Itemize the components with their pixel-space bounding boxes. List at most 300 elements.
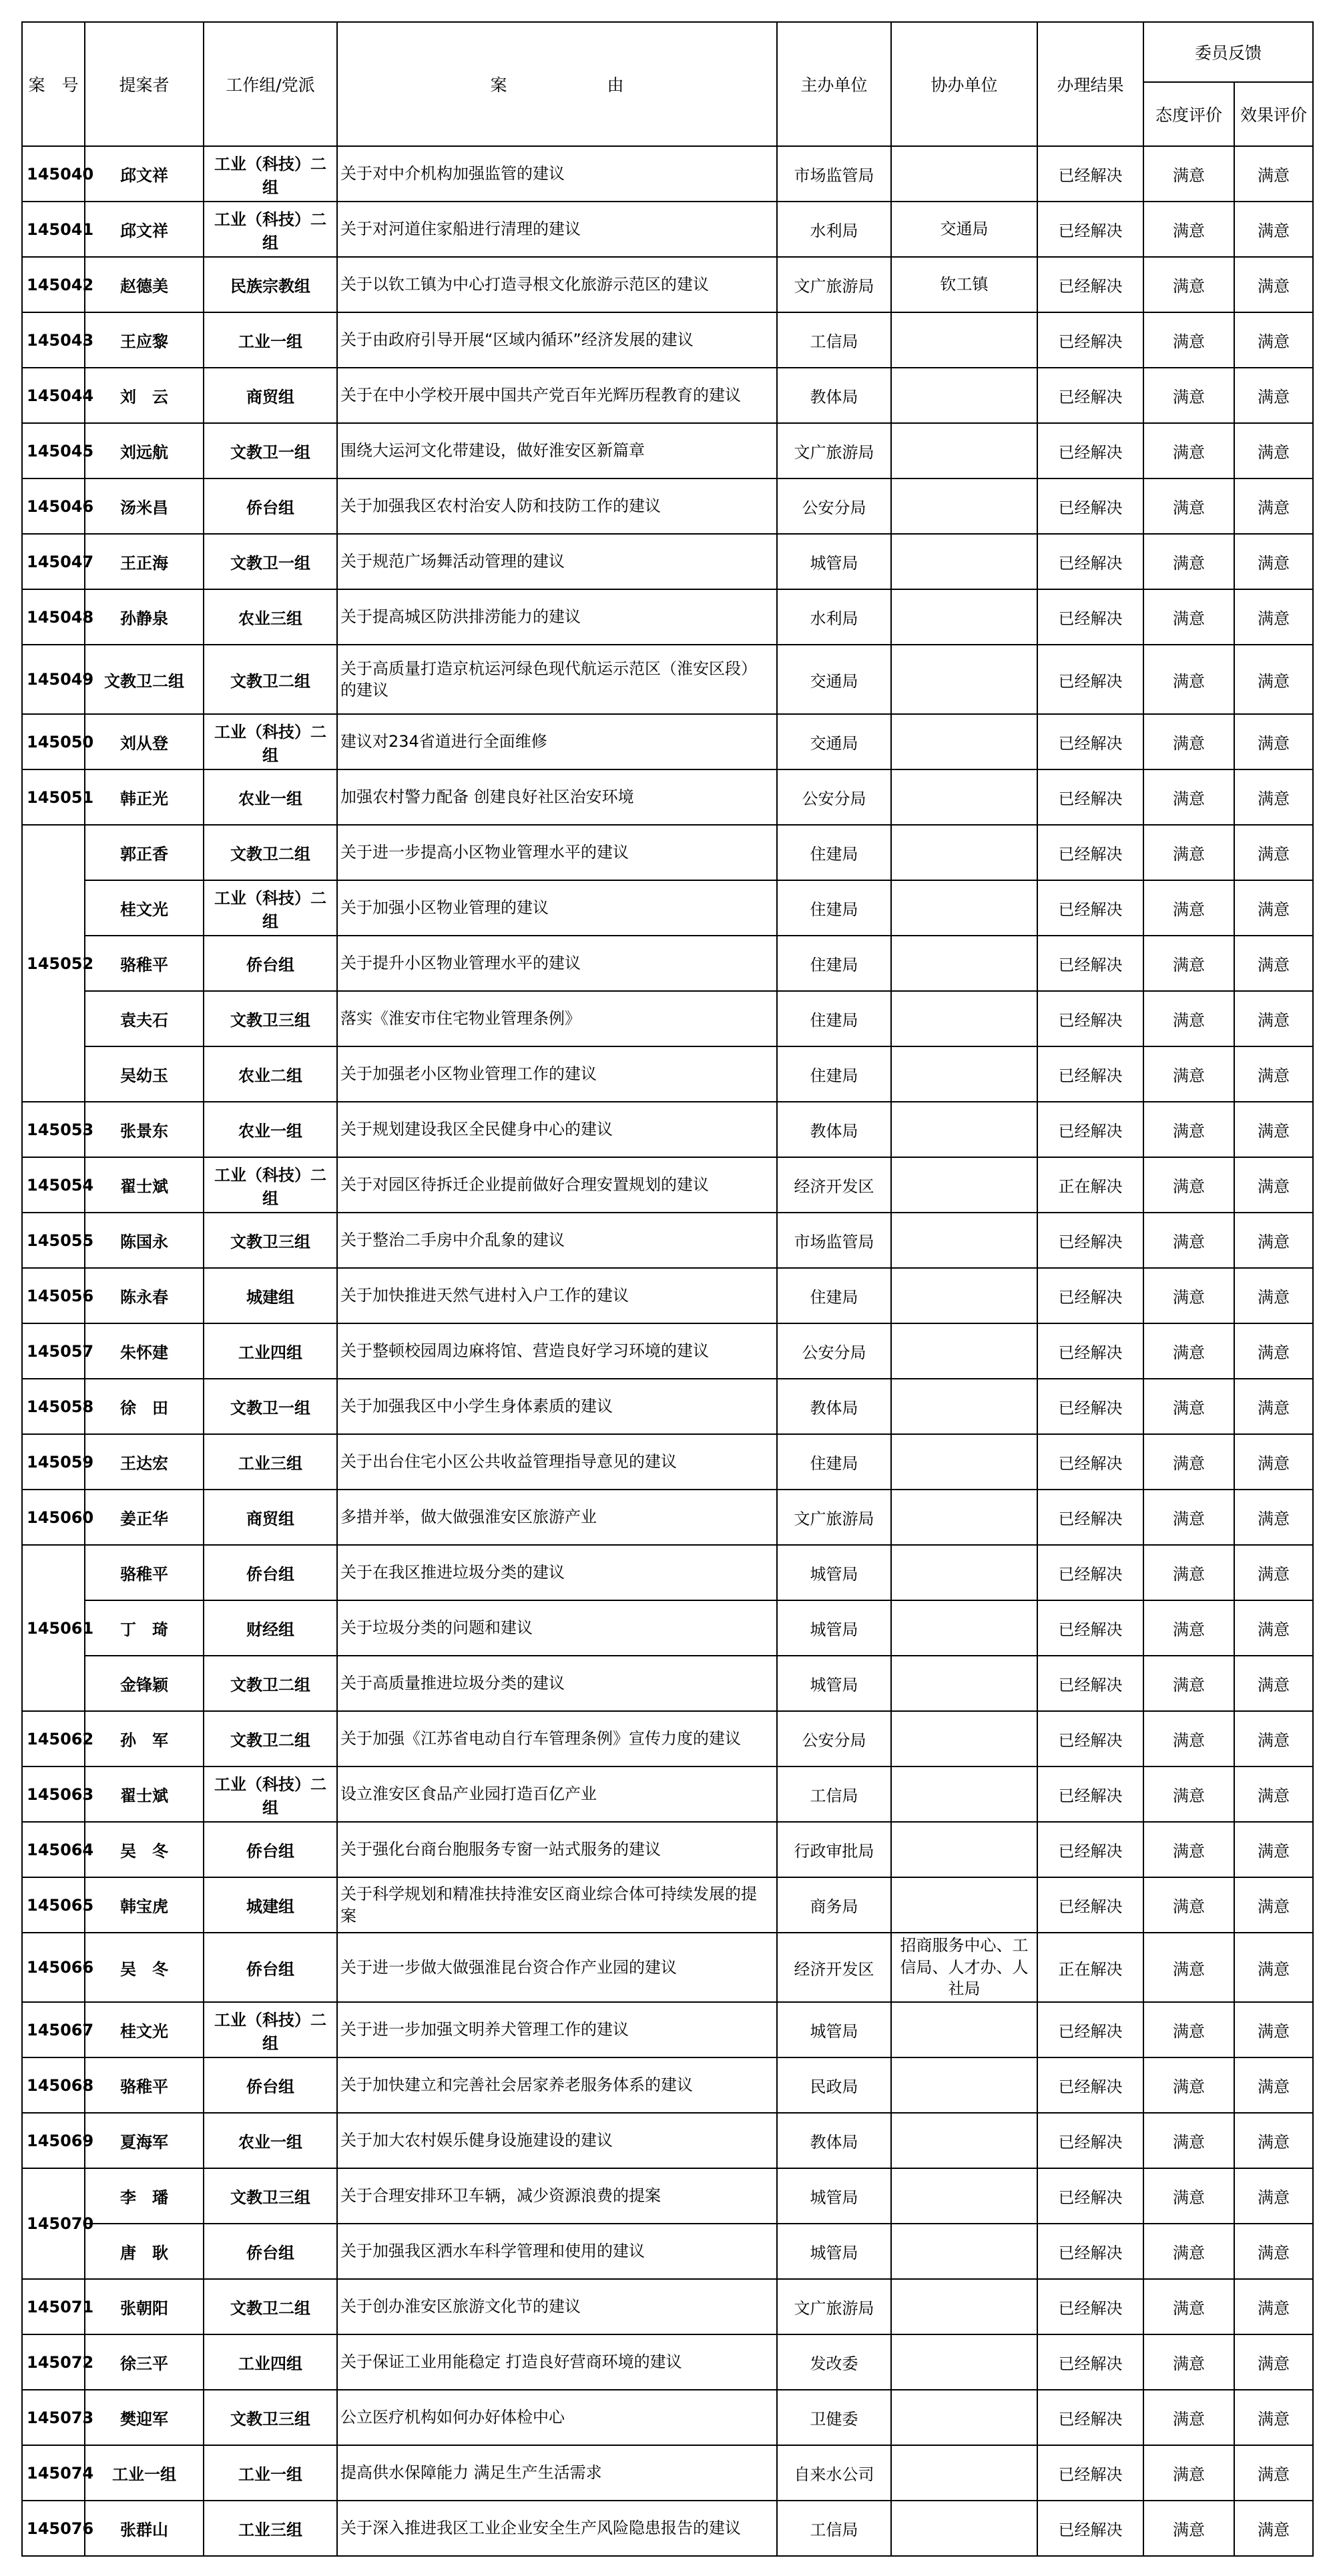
proposal-title: 关于对园区待拆迁企业提前做好合理安置规划的建议	[337, 1157, 777, 1213]
handling-result: 已经解决	[1037, 1600, 1143, 1656]
host-unit: 经济开发区	[777, 1157, 891, 1213]
table-row	[22, 1933, 1313, 2002]
handling-result: 已经解决	[1037, 769, 1143, 825]
table-row	[22, 589, 1313, 645]
table-row	[22, 423, 1313, 478]
proposal-title: 建议对234省道进行全面维修	[337, 714, 777, 769]
proposer-name: 金锋颖	[85, 1656, 204, 1711]
effect-rating: 满意	[1234, 1434, 1313, 1490]
co-unit	[891, 1268, 1037, 1323]
handling-result: 已经解决	[1037, 880, 1143, 936]
attitude-rating: 满意	[1143, 146, 1234, 202]
handling-result: 已经解决	[1037, 936, 1143, 991]
attitude-rating: 满意	[1143, 645, 1234, 714]
case-number: 145050	[22, 714, 85, 769]
table-row	[22, 368, 1313, 423]
effect-rating: 满意	[1234, 1490, 1313, 1545]
proposal-handling-table	[21, 21, 1314, 2557]
handling-result: 已经解决	[1037, 1046, 1143, 1102]
case-number: 145072	[22, 2334, 85, 2390]
table-row	[22, 2057, 1313, 2113]
case-number: 145062	[22, 1711, 85, 1766]
proposal-title: 关于在中小学校开展中国共产党百年光辉历程教育的建议	[337, 368, 777, 423]
host-unit: 文广旅游局	[777, 423, 891, 478]
co-unit	[891, 1600, 1037, 1656]
handling-result: 已经解决	[1037, 1877, 1143, 1933]
proposal-title: 设立淮安区食品产业园打造百亿产业	[337, 1766, 777, 1822]
host-unit: 城管局	[777, 2002, 891, 2057]
work-group: 商贸组	[204, 368, 337, 423]
effect-rating: 满意	[1234, 202, 1313, 257]
attitude-rating: 满意	[1143, 1213, 1234, 1268]
table-row	[22, 2334, 1313, 2390]
attitude-rating: 满意	[1143, 825, 1234, 880]
proposal-title: 关于高质量打造京杭运河绿色现代航运示范区（淮安区段）的建议	[337, 645, 777, 714]
host-unit: 教体局	[777, 2113, 891, 2168]
work-group: 工业（科技）二组	[204, 714, 337, 769]
host-unit: 发改委	[777, 2334, 891, 2390]
table-row	[22, 1379, 1313, 1434]
proposer-name: 张群山	[85, 2501, 204, 2556]
co-unit	[891, 534, 1037, 589]
co-unit	[891, 1766, 1037, 1822]
proposal-title: 关于提升小区物业管理水平的建议	[337, 936, 777, 991]
host-unit: 城管局	[777, 1600, 891, 1656]
effect-rating: 满意	[1234, 825, 1313, 880]
host-unit: 文广旅游局	[777, 257, 891, 312]
co-unit	[891, 1213, 1037, 1268]
co-unit	[891, 714, 1037, 769]
effect-rating: 满意	[1234, 2445, 1313, 2501]
table-row	[22, 1213, 1313, 1268]
effect-rating: 满意	[1234, 769, 1313, 825]
table-row	[22, 202, 1313, 257]
co-unit	[891, 2057, 1037, 2113]
attitude-rating: 满意	[1143, 2501, 1234, 2556]
proposer-name: 朱怀建	[85, 1323, 204, 1379]
case-number: 145064	[22, 1822, 85, 1877]
proposal-title: 关于垃圾分类的问题和建议	[337, 1600, 777, 1656]
effect-rating: 满意	[1234, 2113, 1313, 2168]
proposer-name: 桂文光	[85, 880, 204, 936]
table-row	[22, 2113, 1313, 2168]
work-group: 工业一组	[204, 2445, 337, 2501]
handling-result: 已经解决	[1037, 1490, 1143, 1545]
handling-result: 已经解决	[1037, 2002, 1143, 2057]
proposal-title: 关于整治二手房中介乱象的建议	[337, 1213, 777, 1268]
co-unit	[891, 1379, 1037, 1434]
work-group: 文教卫三组	[204, 1213, 337, 1268]
work-group: 工业四组	[204, 1323, 337, 1379]
proposal-title: 关于加强我区农村治安人防和技防工作的建议	[337, 478, 777, 534]
case-number: 145063	[22, 1766, 85, 1822]
host-unit: 文广旅游局	[777, 1490, 891, 1545]
proposal-title: 关于出台住宅小区公共收益管理指导意见的建议	[337, 1434, 777, 1490]
host-unit: 工信局	[777, 312, 891, 368]
table-row	[22, 1545, 1313, 1600]
co-unit	[891, 478, 1037, 534]
host-unit: 文广旅游局	[777, 2279, 891, 2334]
proposal-title: 关于加强《江苏省电动自行车管理条例》宣传力度的建议	[337, 1711, 777, 1766]
case-number: 145061	[22, 1545, 85, 1711]
attitude-rating: 满意	[1143, 714, 1234, 769]
table-row	[22, 257, 1313, 312]
host-unit: 公安分局	[777, 769, 891, 825]
handling-result: 已经解决	[1037, 312, 1143, 368]
co-unit	[891, 1323, 1037, 1379]
proposer-name: 赵德美	[85, 257, 204, 312]
co-unit	[891, 1545, 1037, 1600]
work-group: 文教卫一组	[204, 1379, 337, 1434]
work-group: 商贸组	[204, 1490, 337, 1545]
host-unit: 工信局	[777, 1766, 891, 1822]
effect-rating: 满意	[1234, 936, 1313, 991]
proposal-title: 关于对中介机构加强监管的建议	[337, 146, 777, 202]
handling-result: 已经解决	[1037, 368, 1143, 423]
effect-rating: 满意	[1234, 2501, 1313, 2556]
co-unit	[891, 1711, 1037, 1766]
table-row	[22, 1766, 1313, 1822]
co-unit	[891, 146, 1037, 202]
host-unit: 交通局	[777, 645, 891, 714]
handling-result: 已经解决	[1037, 2445, 1143, 2501]
handling-result: 已经解决	[1037, 1268, 1143, 1323]
effect-rating: 满意	[1234, 2279, 1313, 2334]
proposer-name: 王达宏	[85, 1434, 204, 1490]
host-unit: 公安分局	[777, 478, 891, 534]
proposal-title: 围绕大运河文化带建设，做好淮安区新篇章	[337, 423, 777, 478]
handling-result: 已经解决	[1037, 2057, 1143, 2113]
attitude-rating: 满意	[1143, 1877, 1234, 1933]
attitude-rating: 满意	[1143, 769, 1234, 825]
proposal-title: 公立医疗机构如何办好体检中心	[337, 2390, 777, 2445]
handling-result: 已经解决	[1037, 146, 1143, 202]
table-row	[22, 534, 1313, 589]
co-unit	[891, 368, 1037, 423]
attitude-rating: 满意	[1143, 368, 1234, 423]
proposal-title: 关于强化台商台胞服务专窗一站式服务的建议	[337, 1822, 777, 1877]
proposal-title: 关于深入推进我区工业企业安全生产风险隐患报告的建议	[337, 2501, 777, 2556]
effect-rating: 满意	[1234, 2334, 1313, 2390]
case-number: 145048	[22, 589, 85, 645]
handling-result: 已经解决	[1037, 714, 1143, 769]
proposer-name: 桂文光	[85, 2002, 204, 2057]
co-unit	[891, 589, 1037, 645]
attitude-rating: 满意	[1143, 2057, 1234, 2113]
table-row	[22, 825, 1313, 880]
work-group: 侨台组	[204, 478, 337, 534]
effect-rating: 满意	[1234, 257, 1313, 312]
effect-rating: 满意	[1234, 991, 1313, 1046]
case-number: 145057	[22, 1323, 85, 1379]
proposer-name: 汤米昌	[85, 478, 204, 534]
proposer-name: 徐三平	[85, 2334, 204, 2390]
handling-result: 已经解决	[1037, 1711, 1143, 1766]
proposal-title: 加强农村警力配备 创建良好社区治安环境	[337, 769, 777, 825]
handling-result: 已经解决	[1037, 2390, 1143, 2445]
proposer-name: 王正海	[85, 534, 204, 589]
proposal-title: 关于高质量推进垃圾分类的建议	[337, 1656, 777, 1711]
proposal-title: 关于加强我区中小学生身体素质的建议	[337, 1379, 777, 1434]
attitude-rating: 满意	[1143, 1711, 1234, 1766]
proposer-name: 骆稚平	[85, 1545, 204, 1600]
work-group: 农业一组	[204, 2113, 337, 2168]
proposal-title: 多措并举，做大做强淮安区旅游产业	[337, 1490, 777, 1545]
handling-result: 已经解决	[1037, 825, 1143, 880]
host-unit: 民政局	[777, 2057, 891, 2113]
table-body	[22, 146, 1313, 2556]
co-unit	[891, 2390, 1037, 2445]
proposal-title: 关于进一步加强文明养犬管理工作的建议	[337, 2002, 777, 2057]
host-unit: 公安分局	[777, 1711, 891, 1766]
co-unit	[891, 991, 1037, 1046]
handling-result: 正在解决	[1037, 1157, 1143, 1213]
host-unit: 教体局	[777, 368, 891, 423]
table-row	[22, 312, 1313, 368]
proposal-title: 关于在我区推进垃圾分类的建议	[337, 1545, 777, 1600]
work-group: 侨台组	[204, 1822, 337, 1877]
proposer-name: 翟士斌	[85, 1766, 204, 1822]
handling-result: 已经解决	[1037, 2501, 1143, 2556]
host-unit: 教体局	[777, 1102, 891, 1157]
proposal-title: 关于进一步做大做强淮昆台资合作产业园的建议	[337, 1933, 777, 2002]
attitude-rating: 满意	[1143, 1102, 1234, 1157]
host-unit: 水利局	[777, 202, 891, 257]
effect-rating: 满意	[1234, 478, 1313, 534]
host-unit: 住建局	[777, 991, 891, 1046]
host-unit: 商务局	[777, 1877, 891, 1933]
handling-result: 已经解决	[1037, 1213, 1143, 1268]
work-group: 工业一组	[204, 312, 337, 368]
table-row	[22, 1711, 1313, 1766]
header-co-unit: 协办单位	[891, 22, 1037, 146]
table-row	[22, 2390, 1313, 2445]
host-unit: 住建局	[777, 936, 891, 991]
table-row	[22, 1046, 1313, 1102]
table-row	[22, 2279, 1313, 2334]
work-group: 农业一组	[204, 1102, 337, 1157]
co-unit	[891, 2334, 1037, 2390]
header-case-number: 案 号	[22, 22, 85, 146]
case-number: 145074	[22, 2445, 85, 2501]
host-unit: 城管局	[777, 2168, 891, 2224]
attitude-rating: 满意	[1143, 2113, 1234, 2168]
co-unit	[891, 1157, 1037, 1213]
host-unit: 交通局	[777, 714, 891, 769]
work-group: 文教卫二组	[204, 2279, 337, 2334]
proposer-name: 徐 田	[85, 1379, 204, 1434]
proposer-name: 樊迎军	[85, 2390, 204, 2445]
proposal-title: 关于保证工业用能稳定 打造良好营商环境的建议	[337, 2334, 777, 2390]
co-unit	[891, 1656, 1037, 1711]
work-group: 文教卫二组	[204, 825, 337, 880]
attitude-rating: 满意	[1143, 1157, 1234, 1213]
co-unit: 招商服务中心、工信局、人才办、人社局	[891, 1933, 1037, 2002]
attitude-rating: 满意	[1143, 1490, 1234, 1545]
table-row	[22, 2445, 1313, 2501]
effect-rating: 满意	[1234, 2390, 1313, 2445]
handling-result: 已经解决	[1037, 645, 1143, 714]
attitude-rating: 满意	[1143, 1600, 1234, 1656]
effect-rating: 满意	[1234, 423, 1313, 478]
effect-rating: 满意	[1234, 2168, 1313, 2224]
proposal-title: 关于规范广场舞活动管理的建议	[337, 534, 777, 589]
work-group: 工业三组	[204, 2501, 337, 2556]
co-unit	[891, 1102, 1037, 1157]
table-row	[22, 1268, 1313, 1323]
header-group: 工作组/党派	[204, 22, 337, 146]
attitude-rating: 满意	[1143, 2334, 1234, 2390]
table-row	[22, 1102, 1313, 1157]
attitude-rating: 满意	[1143, 936, 1234, 991]
proposer-name: 刘 云	[85, 368, 204, 423]
work-group: 城建组	[204, 1877, 337, 1933]
handling-result: 已经解决	[1037, 478, 1143, 534]
work-group: 农业三组	[204, 589, 337, 645]
proposer-name: 文教卫二组	[85, 645, 204, 714]
case-number: 145069	[22, 2113, 85, 2168]
work-group: 文教卫三组	[204, 2168, 337, 2224]
host-unit: 住建局	[777, 825, 891, 880]
host-unit: 市场监管局	[777, 1213, 891, 1268]
handling-result: 已经解决	[1037, 534, 1143, 589]
effect-rating: 满意	[1234, 1600, 1313, 1656]
case-number: 145065	[22, 1877, 85, 1933]
host-unit: 城管局	[777, 1656, 891, 1711]
work-group: 侨台组	[204, 936, 337, 991]
work-group: 文教卫三组	[204, 2390, 337, 2445]
work-group: 工业（科技）二组	[204, 146, 337, 202]
case-number: 145055	[22, 1213, 85, 1268]
proposer-name: 袁夫石	[85, 991, 204, 1046]
effect-rating: 满意	[1234, 368, 1313, 423]
attitude-rating: 满意	[1143, 478, 1234, 534]
table-row	[22, 2224, 1313, 2279]
table-row	[22, 1822, 1313, 1877]
proposer-name: 丁 琦	[85, 1600, 204, 1656]
work-group: 农业二组	[204, 1046, 337, 1102]
proposer-name: 工业一组	[85, 2445, 204, 2501]
case-number: 145068	[22, 2057, 85, 2113]
header-proposer: 提案者	[85, 22, 204, 146]
co-unit	[891, 2002, 1037, 2057]
proposer-name: 韩宝虎	[85, 1877, 204, 1933]
co-unit	[891, 2445, 1037, 2501]
work-group: 财经组	[204, 1600, 337, 1656]
host-unit: 城管局	[777, 2224, 891, 2279]
table-row	[22, 936, 1313, 991]
handling-result: 已经解决	[1037, 2224, 1143, 2279]
header-host-unit: 主办单位	[777, 22, 891, 146]
work-group: 文教卫二组	[204, 1711, 337, 1766]
attitude-rating: 满意	[1143, 589, 1234, 645]
effect-rating: 满意	[1234, 1268, 1313, 1323]
attitude-rating: 满意	[1143, 257, 1234, 312]
attitude-rating: 满意	[1143, 1545, 1234, 1600]
table-row	[22, 478, 1313, 534]
host-unit: 住建局	[777, 880, 891, 936]
effect-rating: 满意	[1234, 589, 1313, 645]
co-unit	[891, 1046, 1037, 1102]
co-unit	[891, 423, 1037, 478]
case-number: 145041	[22, 202, 85, 257]
header-attitude-rating: 态度评价	[1143, 82, 1234, 146]
proposer-name: 刘远航	[85, 423, 204, 478]
case-number: 145076	[22, 2501, 85, 2556]
table-row	[22, 146, 1313, 202]
effect-rating: 满意	[1234, 2224, 1313, 2279]
proposer-name: 张朝阳	[85, 2279, 204, 2334]
case-number: 145042	[22, 257, 85, 312]
work-group: 工业（科技）二组	[204, 1157, 337, 1213]
attitude-rating: 满意	[1143, 1822, 1234, 1877]
attitude-rating: 满意	[1143, 1434, 1234, 1490]
proposer-name: 张景东	[85, 1102, 204, 1157]
work-group: 侨台组	[204, 2057, 337, 2113]
case-number: 145053	[22, 1102, 85, 1157]
attitude-rating: 满意	[1143, 1656, 1234, 1711]
host-unit: 市场监管局	[777, 146, 891, 202]
effect-rating: 满意	[1234, 1323, 1313, 1379]
proposer-name: 刘从登	[85, 714, 204, 769]
case-number: 145054	[22, 1157, 85, 1213]
table-row	[22, 1490, 1313, 1545]
effect-rating: 满意	[1234, 1545, 1313, 1600]
proposer-name: 翟士斌	[85, 1157, 204, 1213]
proposal-title: 关于进一步提高小区物业管理水平的建议	[337, 825, 777, 880]
table-row	[22, 1656, 1313, 1711]
proposal-title: 关于以钦工镇为中心打造寻根文化旅游示范区的建议	[337, 257, 777, 312]
handling-result: 已经解决	[1037, 1434, 1143, 1490]
attitude-rating: 满意	[1143, 880, 1234, 936]
host-unit: 住建局	[777, 1434, 891, 1490]
co-unit	[891, 880, 1037, 936]
attitude-rating: 满意	[1143, 2224, 1234, 2279]
effect-rating: 满意	[1234, 1711, 1313, 1766]
co-unit	[891, 769, 1037, 825]
attitude-rating: 满意	[1143, 2445, 1234, 2501]
proposer-name: 韩正光	[85, 769, 204, 825]
attitude-rating: 满意	[1143, 991, 1234, 1046]
table-row	[22, 880, 1313, 936]
attitude-rating: 满意	[1143, 2002, 1234, 2057]
handling-result: 已经解决	[1037, 1323, 1143, 1379]
handling-result: 已经解决	[1037, 2334, 1143, 2390]
attitude-rating: 满意	[1143, 1323, 1234, 1379]
proposer-name: 陈永春	[85, 1268, 204, 1323]
host-unit: 住建局	[777, 1268, 891, 1323]
case-number: 145059	[22, 1434, 85, 1490]
co-unit: 钦工镇	[891, 257, 1037, 312]
work-group: 文教卫二组	[204, 645, 337, 714]
host-unit: 水利局	[777, 589, 891, 645]
effect-rating: 满意	[1234, 1157, 1313, 1213]
handling-result: 已经解决	[1037, 1379, 1143, 1434]
handling-result: 正在解决	[1037, 1933, 1143, 2002]
co-unit	[891, 1822, 1037, 1877]
table-row	[22, 2002, 1313, 2057]
work-group: 文教卫一组	[204, 534, 337, 589]
effect-rating: 满意	[1234, 2057, 1313, 2113]
effect-rating: 满意	[1234, 645, 1313, 714]
table-header	[22, 22, 1313, 146]
handling-result: 已经解决	[1037, 1545, 1143, 1600]
handling-result: 已经解决	[1037, 2279, 1143, 2334]
proposal-title: 关于加强我区洒水车科学管理和使用的建议	[337, 2224, 777, 2279]
case-number: 145070	[22, 2168, 85, 2279]
host-unit: 工信局	[777, 2501, 891, 2556]
handling-result: 已经解决	[1037, 1766, 1143, 1822]
